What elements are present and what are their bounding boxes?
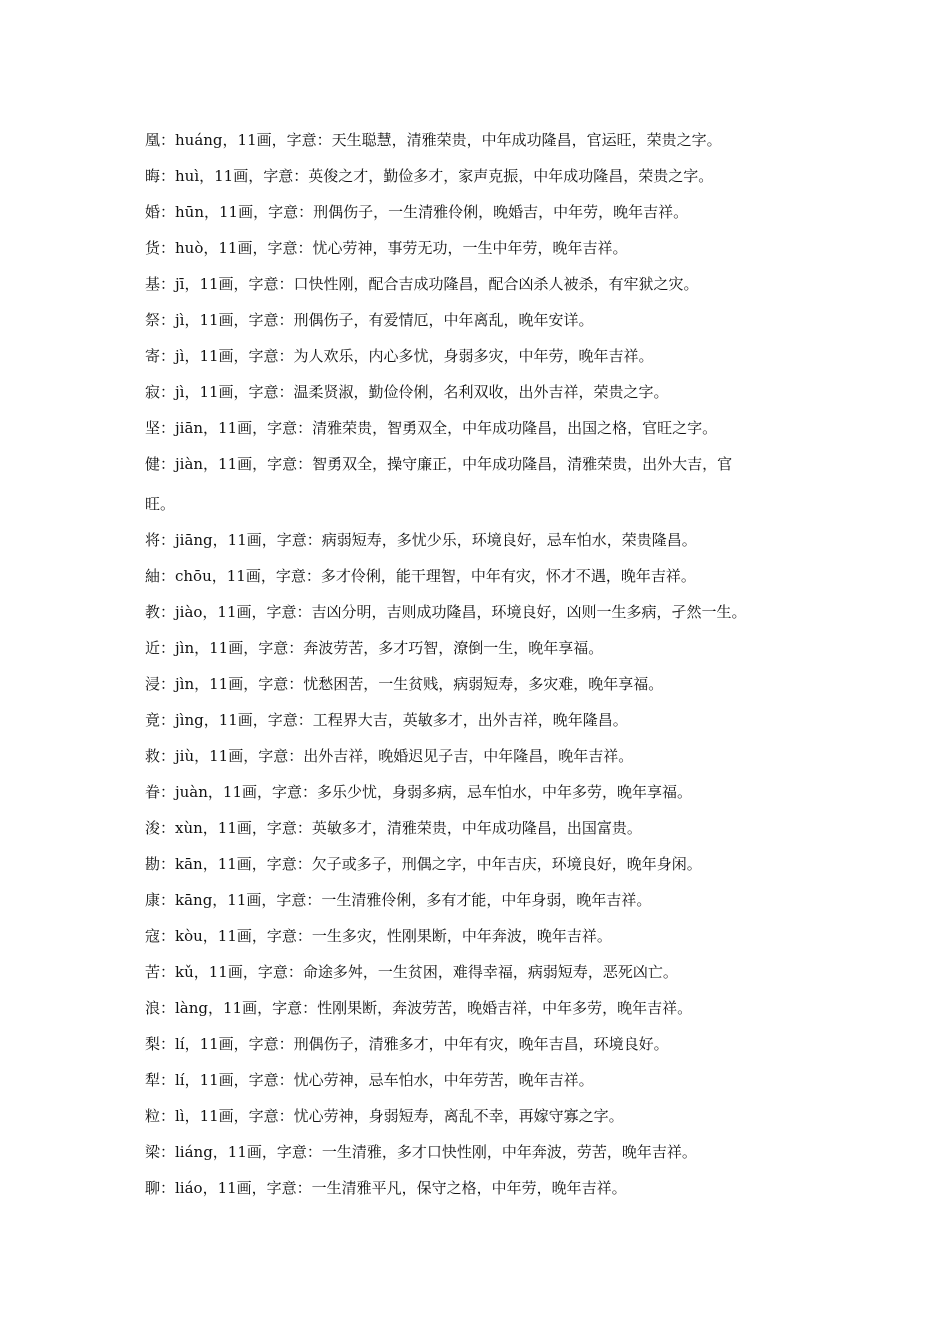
entry-jian-healthy-line1: 健：jiàn，11画，字意：智勇双全，操守廉正，中年成功隆昌，清雅荣贵，出外大吉，官 xyxy=(145,455,733,473)
entry-liang: 梁：liáng，11画，字意：一生清雅，多才口快性刚，中年奔波，劳苦，晚年吉祥。 xyxy=(145,1143,697,1161)
entry-huang: 凰：huáng，11画，字意：天生聪慧，清雅荣贵，中年成功隆昌，官运旺，荣贵之字。 xyxy=(145,131,722,149)
entry-list xyxy=(145,122,825,1206)
entry-jian-firm: 坚：jiān，11画，字意：清雅荣贵，智勇双全，中年成功隆昌，出国之格，官旺之字。 xyxy=(145,419,718,437)
entry-jin-near: 近：jìn，11画，字意：奔波劳苦，多才巧智，潦倒一生，晚年享福。 xyxy=(145,639,604,657)
entry-li-plow: 犁：lí，11画，字意：忧心劳神，忌车怕水，中年劳苦，晚年吉祥。 xyxy=(145,1071,594,1089)
entry-ji-send: 寄：jì，11画，字意：为人欢乐，内心多忧，身弱多灾，中年劳，晚年吉祥。 xyxy=(145,347,654,365)
entry-li-pear: 梨：lí，11画，字意：刑偶伤子，清雅多才，中年有灾，晚年吉昌，环境良好。 xyxy=(145,1035,669,1053)
entry-ji-sacrifice: 祭：jì，11画，字意：刑偶伤子，有爱情厄，中年离乱，晚年安详。 xyxy=(145,311,594,329)
entry-li-grain: 粒：lì，11画，字意：忧心劳神，身弱短寿，离乱不幸，再嫁守寡之字。 xyxy=(145,1107,624,1125)
entry-xun: 浚：xùn，11画，字意：英敏多才，清雅荣贵，中年成功隆昌，出国富贵。 xyxy=(145,819,642,837)
entry-lang: 浪：làng，11画，字意：性刚果断，奔波劳苦，晚婚吉祥，中年多劳，晚年吉祥。 xyxy=(145,999,693,1017)
entry-liao: 聊：liáo，11画，字意：一生清雅平凡，保守之格，中年劳，晚年吉祥。 xyxy=(145,1179,627,1197)
entry-jiu: 救：jiù，11画，字意：出外吉祥，晚婚迟见子吉，中年隆昌，晚年吉祥。 xyxy=(145,747,634,765)
entry-jian-healthy-line2: 旺。 xyxy=(145,495,176,513)
entry-kan: 勘：kān，11画，字意：欠子或多子，刑偶之字，中年吉庆，环境良好，晚年身闲。 xyxy=(145,855,702,873)
entry-ji-quiet: 寂：jì，11画，字意：温柔贤淑，勤俭伶俐，名利双收，出外吉祥，荣贵之字。 xyxy=(145,383,669,401)
entry-jing: 竟：jìng，11画，字意：工程界大吉，英敏多才，出外吉祥，晚年隆昌。 xyxy=(145,711,628,729)
entry-jiao: 教：jiào，11画，字意：吉凶分明，吉则成功隆昌，环境良好，凶则一生多病，孑然一生。 xyxy=(145,603,747,621)
entry-hun: 婚：hūn，11画，字意：刑偶伤子，一生清雅伶俐，晚婚吉，中年劳，晚年吉祥。 xyxy=(145,203,689,221)
entry-jiang: 将：jiāng，11画，字意：病弱短寿，多忧少乐，环境良好，忌车怕水，荣贵隆昌。 xyxy=(145,531,697,549)
entry-hui: 晦：huì，11画，字意：英俊之才，勤俭多才，家声克振，中年成功隆昌，荣贵之字。 xyxy=(145,167,714,185)
entry-kang: 康：kāng，11画，字意：一生清雅伶俐，多有才能，中年身弱，晚年吉祥。 xyxy=(145,891,652,909)
entry-ji-base: 基：jī，11画，字意：口快性刚，配合吉成功隆昌，配合凶杀人被杀，有牢狱之灾。 xyxy=(145,275,699,293)
entry-juan: 眷：juàn，11画，字意：多乐少忧，身弱多病，忌车怕水，中年多劳，晚年享福。 xyxy=(145,783,693,801)
entry-huo: 货：huò，11画，字意：忧心劳神，事劳无功，一生中年劳，晚年吉祥。 xyxy=(145,239,628,257)
entry-jin-soak: 浸：jìn，11画，字意：忧愁困苦，一生贫贱，病弱短寿，多灾难，晚年享福。 xyxy=(145,675,664,693)
entry-chou: 紬：chōu，11画，字意：多才伶俐，能干理智，中年有灾，怀才不遇，晚年吉祥。 xyxy=(145,567,696,585)
entry-jian-healthy xyxy=(145,446,825,522)
entry-kou: 寇：kòu，11画，字意：一生多灾，性刚果断，中年奔波，晚年吉祥。 xyxy=(145,927,612,945)
entry-ku: 苦：kǔ，11画，字意：命途多舛，一生贫困，难得幸福，病弱短寿，恶死凶亡。 xyxy=(145,963,678,981)
